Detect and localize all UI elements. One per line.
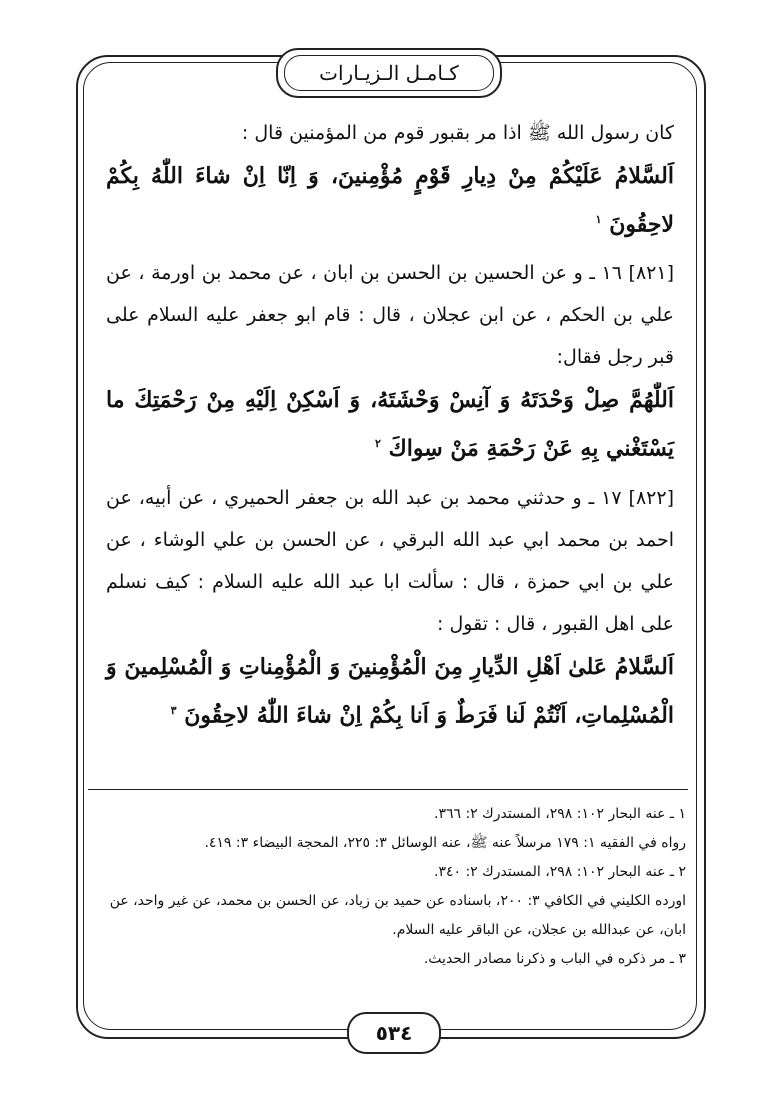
footnote-ref-1: ١: [595, 213, 602, 226]
running-header: [276, 48, 502, 98]
footnote-2-extra: اورده الكليني في الكافي ٣: ٢٠٠، باسناده عن حميد بن زياد، عن الحسن بن محمد، عن غير واحد، عن ابان، عن عبدالله بن عجلان، عن الباقر عليه السلام.: [109, 893, 686, 938]
page-number: ٥٣٤: [375, 1021, 413, 1045]
footnote-2: ٢ ـ عنه البحار ١٠٢: ٢٩٨، المستدرك ٢: ٣٤٠.: [433, 864, 686, 880]
footnotes: [106, 800, 686, 974]
prayer-3: [106, 645, 674, 737]
footnote-ref-3: ٣: [170, 703, 177, 717]
prayer-2-text: اَللّٰهُمَّ صِلْ وَحْدَتَهُ وَ آنِسْ وَحْشَتَهُ، وَ اَسْكِنْ اِلَيْهِ مِنْ رَحْمَتِكَ ما يَسْتَغْني بِهِ عَنْ رَحْمَةِ مَنْ سِواكَ: [106, 387, 674, 462]
prayer-1-text: اَلسَّلامُ عَلَيْكُمْ مِنْ دِيارِ قَوْمٍ مُؤْمِنينَ، وَ اِنّا اِنْ شاءَ اللّٰهُ بِكُمْ لاحِقُونَ: [106, 163, 674, 238]
footnote-ref-2: ٢: [375, 437, 381, 451]
footnote-1: ١ ـ عنه البحار ١٠٢: ٢٩٨، المستدرك ٢: ٣٦٦.: [433, 806, 686, 822]
prayer-3-text: اَلسَّلامُ عَلىٰ اَهْلِ الدِّيارِ مِنَ الْمُؤْمِنينَ وَ الْمُؤْمِناتِ وَ الْمُسْلِمينَ وَ الْمُسْلِماتِ، اَنْتُمْ لَنا فَرَطٌ وَ اَنا بِكُمْ اِنْ شاءَ اللّٰهُ لاحِقُونَ: [106, 653, 674, 728]
prayer-2: [106, 378, 674, 470]
hadith-822: [٨٢٢] ١٧ ـ و حدثني محمد بن عبد الله بن جعفر الحميري ، عن أبيه، عن احمد بن محمد ابي عبد الله البرقي ، عن الحسن بن علي الوشاء ، عن علي بن ابي حمزة ، قال : سألت ابا عبد الله عليه السلام : كيف نسلم على اهل القبور ، قال : تقول :: [106, 486, 675, 635]
hadith-821: [٨٢١] ١٦ ـ و عن الحسين بن الحسن بن ابان ، عن محمد بن اورمة ، عن علي بن الحكم ، عن ابن عجلان ، قال : قام ابو جعفر عليه السلام على قبر رجل فقال:: [106, 262, 675, 369]
intro-paragraph: كان رسول الله ﷺ اذا مر بقبور قوم من المؤمنين قال :: [241, 122, 674, 144]
page-number-box: [347, 1012, 441, 1054]
footnote-3: ٣ ـ مر ذكره في الباب و ذكرنا مصادر الحديث.: [423, 951, 686, 967]
book-title: كـامـل الـزيـارات: [319, 61, 459, 85]
main-text: [106, 112, 674, 737]
footnote-divider: [88, 789, 688, 790]
footnote-1-extra: رواه في الفقيه ١: ١٧٩ مرسلاً عنه ﷺ، عنه الوسائل ٣: ٢٢٥، المحجة البيضاء ٣: ٤١٩.: [204, 835, 686, 851]
prayer-1: [106, 154, 674, 246]
